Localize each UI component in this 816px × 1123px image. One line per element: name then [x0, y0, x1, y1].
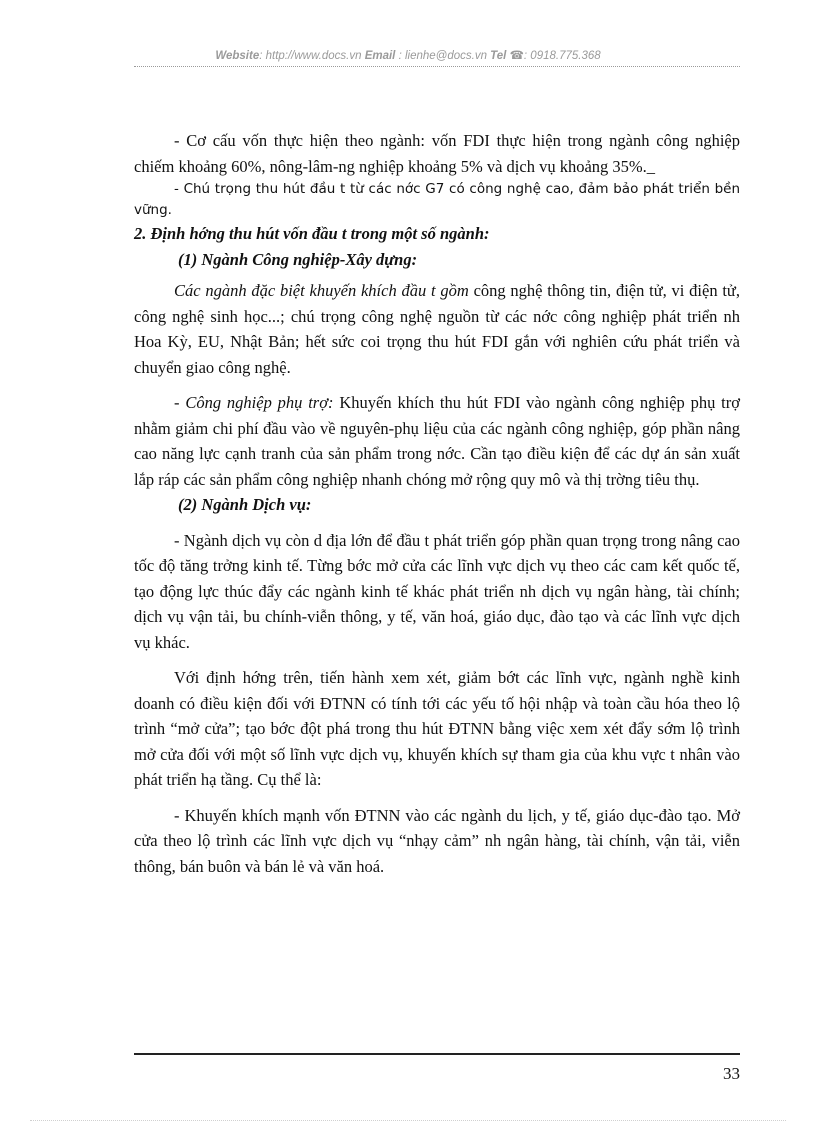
page-body	[134, 128, 740, 879]
footer-divider	[134, 1053, 740, 1055]
section-heading: 2. Định hớng thu hút vốn đầu t trong một số ngành:	[134, 224, 490, 243]
paragraph-supporting-text: Khuyến khích thu hút FDI vào ngành công nghiệp phụ trợ nhằm giảm chi phí đầu vào về nguyên-phụ liệu của các ngành công nghiệp, góp phần nâng cao năng lực cạnh tranh của sản phẩm trong nớc. Cần tạo điều kiện để các dự án sản xuất lắp ráp các sản phẩm công nghiệp nhanh chóng mở rộng quy mô và thị trờng tiêu thụ.	[134, 393, 740, 489]
header-divider	[134, 66, 740, 67]
subheading-services: (2) Ngành Dịch vụ:	[178, 495, 312, 514]
email-label: Email	[364, 50, 396, 62]
paragraph-encourage-fdi: - Khuyến khích mạnh vốn ĐTNN vào các ngành du lịch, y tế, giáo dục-đào tạo. Mở cửa theo lộ trình các lĩnh vực dịch vụ “nhạy cảm” nh ngân hàng, tài chính, vận tải, viễn thông, bán buôn và bán lẻ và văn hoá.	[134, 805, 740, 876]
website-value: : http://www.docs.vn	[259, 50, 362, 62]
dash: -	[174, 393, 186, 412]
paragraph-services: - Ngành dịch vụ còn d địa lớn để đầu t phát triển góp phần quan trọng trong nâng cao tốc độ tăng trởng kinh tế. Từng bớc mở cửa các lĩnh vực dịch vụ theo các cam kết quốc tế, tạo động lực thúc đẩy các ngành kinh tế khác phát triển nh dịch vụ ngân hàng, tài chính; dịch vụ vận tải, bu chính-viễn thông, y tế, văn hoá, giáo dục, đào tạo và các lĩnh vực dịch vụ khác.	[134, 530, 740, 652]
website-label: Website	[215, 50, 260, 62]
paragraph-encouraged-text: công nghệ thông tin, điện tử, vi điện tử, công nghệ sinh học...; chú trọng công nghệ nguồn từ các nớc công nghiệp phát triển nh Hoa Kỳ, EU, Nhật Bản; hết sức coi trọng thu hút FDI gắn với nghiên cứu phát triển và chuyển giao công nghệ.	[134, 281, 740, 377]
paragraph-g7-attraction: - Chú trọng thu hút đầu t từ các nớc G7 có công nghệ cao, đảm bảo phát triển bền vững.	[134, 181, 740, 218]
tel-label: Tel	[490, 50, 507, 62]
email-value: : lienhe@docs.vn	[398, 50, 487, 62]
paragraph-supporting-industry	[134, 390, 740, 492]
subheading-industry-construction: (1) Ngành Công nghiệp-Xây dựng:	[178, 249, 418, 269]
paragraph-capital-structure: - Cơ cấu vốn thực hiện theo ngành: vốn FDI thực hiện trong ngành công nghiệp chiếm khoảng 60%, nông-lâm-ng nghiệp khoảng 5% và dịch vụ khoảng 35%._	[134, 131, 740, 176]
paragraph-orientation: Với định hớng trên, tiến hành xem xét, giảm bớt các lĩnh vực, ngành nghề kinh doanh có điều kiện đối với ĐTNN có tính tới các yếu tố hội nhập và toàn cầu hóa theo lộ trình “mở cửa”; tạo bớc đột phá trong thu hút ĐTNN bằng việc xem xét đẩy sớm lộ trình mở cửa đối với một số lĩnh vực dịch vụ, khuyến khích sự tham gia của khu vực t nhân vào phát triển hạ tầng. Cụ thể là:	[134, 668, 740, 789]
bottom-border	[30, 1120, 786, 1121]
paragraph-encouraged-industries	[134, 278, 740, 380]
emphasis-encouraged: Các ngành đặc biệt khuyến khích đầu t gồm	[174, 281, 469, 300]
emphasis-supporting-industry: Công nghiệp phụ trợ:	[185, 393, 334, 412]
page-header	[0, 48, 816, 62]
page-number: 33	[723, 1064, 740, 1083]
tel-value: : 0918.775.368	[523, 50, 601, 62]
phone-icon: ☎	[509, 50, 524, 62]
